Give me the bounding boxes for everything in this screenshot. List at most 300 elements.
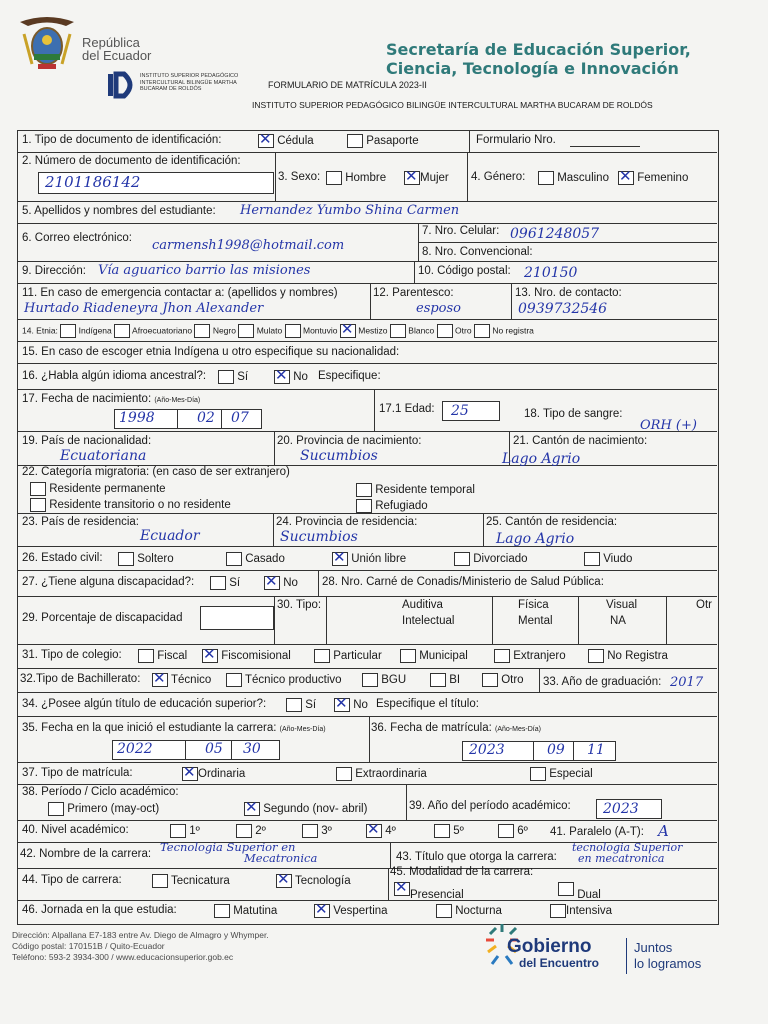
f3-hombre-text: Hombre: [345, 172, 387, 185]
f26-soltero-text: Soltero: [137, 553, 174, 566]
f5-label: 5. Apellidos y nombres del estudiante:: [22, 205, 216, 217]
f37-ord-checkbox[interactable]: [182, 767, 198, 781]
f16-label: 16. ¿Habla algún idioma ancestral?:: [22, 370, 207, 382]
f26-casado-checkbox[interactable]: [226, 552, 242, 566]
f46-label: 46. Jornada en la que estudia:: [22, 904, 177, 916]
f17-date-input[interactable]: [114, 409, 262, 429]
f31-part-checkbox[interactable]: [314, 649, 330, 663]
f26-soltero-option[interactable]: [118, 552, 174, 566]
f4-label: 4. Género:: [471, 171, 526, 183]
f34-label: 34. ¿Posee algún título de educación superior?:: [22, 698, 267, 710]
f44-label: 44. Tipo de carrera:: [22, 874, 122, 886]
f22-temp-checkbox[interactable]: [356, 483, 372, 497]
f46-vesp-checkbox[interactable]: [314, 904, 330, 918]
f40-3-option[interactable]: [302, 824, 332, 838]
f25-label: 25. Cantón de residencia:: [486, 516, 618, 528]
f38-primero-text: Primero (may-oct): [67, 803, 160, 816]
f30-na[interactable]: NA: [610, 615, 626, 627]
f24-value[interactable]: Sucumbios: [280, 529, 358, 545]
f34-no-checkbox[interactable]: [334, 698, 350, 712]
f31-noreg-text: No Registra: [607, 650, 668, 663]
f29-label: 29. Porcentaje de discapacidad: [22, 612, 183, 624]
f40-6-text: 6º: [517, 825, 528, 838]
f46-mat-text: Matutina: [233, 905, 278, 918]
f37-esp-checkbox[interactable]: [530, 767, 546, 781]
institute-small-name: [140, 73, 238, 93]
f44-tecnicatura-checkbox[interactable]: [152, 874, 168, 888]
f40-5-checkbox[interactable]: [434, 824, 450, 838]
f32-bi-option[interactable]: [430, 673, 460, 687]
f19-label: 19. País de nacionalidad:: [22, 435, 152, 447]
f41-label: 41. Paralelo (A-T):: [550, 826, 644, 838]
f40-label: 40. Nivel académico:: [22, 824, 129, 836]
f3-hombre-option[interactable]: [326, 171, 386, 185]
f38-primero-option[interactable]: [48, 802, 159, 816]
f40-5-option[interactable]: [434, 824, 464, 838]
f31-mun-text: Municipal: [419, 650, 468, 663]
footer-contact: [12, 930, 269, 963]
f4-femenino-text: Femenino: [637, 172, 689, 185]
f40-1-checkbox[interactable]: [170, 824, 186, 838]
f26-union-option[interactable]: [332, 552, 406, 566]
divider: [273, 513, 274, 546]
f1-pasaporte-text: Pasaporte: [366, 135, 419, 148]
footer-postal: Código postal: 170151B / Quito-Ecuador: [12, 941, 165, 951]
f15-label: 15. En caso de escoger etnia Indígena u otro especifique su nacionalidad:: [22, 346, 400, 358]
f32-otro-checkbox[interactable]: [482, 673, 498, 687]
f13-label: 13. Nro. de contacto:: [515, 287, 622, 299]
f4-masculino-option[interactable]: [538, 171, 609, 185]
f42-label: 42. Nombre de la carrera:: [20, 848, 152, 860]
form-title: FORMULARIO DE MATRÍCULA 2023-II: [268, 80, 427, 90]
f32-bgu-checkbox[interactable]: [362, 673, 378, 687]
f31-noreg-option[interactable]: [588, 649, 668, 663]
f34-no-option[interactable]: [334, 698, 368, 712]
f31-fiscal-checkbox[interactable]: [138, 649, 154, 663]
f32-tecprod-text: Técnico productivo: [245, 674, 342, 687]
f9-label: 9. Dirección:: [22, 265, 86, 277]
f43-value-line1: tecnologia Superior: [572, 841, 683, 854]
divider: [578, 596, 579, 644]
f26-casado-option[interactable]: [226, 552, 285, 566]
f31-fisco-checkbox[interactable]: [202, 649, 218, 663]
institute-logo: [106, 70, 138, 100]
f12-label: 12. Parentesco:: [373, 287, 454, 299]
f5-value[interactable]: Hernandez Yumbo Shina Carmen: [240, 203, 460, 218]
f30-auditiva[interactable]: Auditiva: [402, 599, 443, 611]
f7-value[interactable]: 0961248057: [510, 226, 600, 242]
gobierno-line1: Gobierno: [507, 936, 592, 957]
f36-date-input[interactable]: [462, 741, 616, 761]
f14-montuvio-checkbox[interactable]: [285, 324, 301, 338]
f32-otro-text: Otro: [501, 674, 524, 687]
f30-fisica[interactable]: Física: [518, 599, 549, 611]
f1-cedula-option[interactable]: [258, 134, 314, 148]
divider: [492, 596, 493, 644]
f1-label: 1. Tipo de documento de identificación:: [22, 134, 222, 146]
f21-value[interactable]: Lago Agrio: [502, 451, 581, 467]
f18-label: 18. Tipo de sangre:: [524, 408, 623, 420]
f7-label: 7. Nro. Celular:: [422, 225, 500, 237]
f10-label: 10. Código postal:: [418, 265, 511, 277]
f35-date-input[interactable]: [112, 740, 280, 760]
f27-si-text: Sí: [229, 577, 241, 590]
f1-pasaporte-option[interactable]: [347, 134, 419, 148]
divider: [533, 742, 534, 760]
f16-si-checkbox[interactable]: [218, 370, 234, 384]
f35-format: (Año-Mes-Día): [279, 726, 326, 733]
f31-noreg-checkbox[interactable]: [588, 649, 604, 663]
f32-label: 32.Tipo de Bachillerato:: [20, 673, 141, 685]
f45-label: 45. Modalidad de la carrera:: [390, 866, 534, 878]
f36-day: 11: [587, 742, 605, 758]
f14-mulato-text: Mulato: [256, 325, 283, 336]
f22-trans-option[interactable]: [30, 498, 231, 512]
divider: [388, 868, 389, 900]
f171-label: 17.1 Edad:: [379, 403, 435, 415]
divider: [390, 842, 391, 868]
f38-label: 38. Período / Ciclo académico:: [22, 786, 179, 798]
f44-tecnologia-text: Tecnología: [295, 875, 351, 888]
f32-tec-checkbox[interactable]: [152, 673, 168, 687]
f26-viudo-checkbox[interactable]: [584, 552, 600, 566]
f30-mental[interactable]: Mental: [518, 615, 553, 627]
f17-format: (Año-Mes-Día): [154, 397, 201, 404]
f40-3-checkbox[interactable]: [302, 824, 318, 838]
f22-label: 22. Categoría migratoria: (en caso de ser extranjero): [22, 466, 290, 478]
divider: [369, 716, 370, 762]
f34-especifique: Especifique el título:: [376, 698, 479, 710]
f1-pasaporte-checkbox[interactable]: [347, 134, 363, 148]
f4-femenino-checkbox[interactable]: [618, 171, 634, 185]
f44-tecnologia-option[interactable]: [276, 874, 351, 888]
f1-cedula-checkbox[interactable]: [258, 134, 274, 148]
f34-si-option[interactable]: [286, 698, 316, 712]
f37-ext-option[interactable]: [336, 767, 427, 781]
gobierno-logo-text: [507, 938, 599, 970]
f38-segundo-text: Segundo (nov- abril): [263, 803, 368, 816]
f22-ref-option[interactable]: [356, 499, 428, 513]
f17-day: 07: [231, 410, 249, 426]
f27-si-option[interactable]: [210, 576, 240, 590]
f45-dual-text: Dual: [577, 889, 601, 902]
divider: [573, 742, 574, 760]
divider: [275, 152, 276, 201]
f20-value[interactable]: Sucumbios: [300, 448, 378, 464]
f34-si-checkbox[interactable]: [286, 698, 302, 712]
divider: [666, 596, 667, 644]
f31-mun-option[interactable]: [400, 649, 468, 663]
f31-ext-text: Extranjero: [513, 650, 566, 663]
f40-6-option[interactable]: [498, 824, 528, 838]
divider: [483, 513, 484, 546]
f10-value[interactable]: 210150: [524, 265, 578, 281]
f14-noreg-text: No registra: [492, 325, 534, 336]
f42-value[interactable]: [160, 842, 317, 864]
f3-mujer-checkbox[interactable]: [404, 171, 420, 185]
f31-fiscal-text: Fiscal: [157, 650, 188, 663]
f9-value[interactable]: Vía aguarico barrio las misiones: [98, 263, 311, 278]
f14-blanco-checkbox[interactable]: [390, 324, 406, 338]
f16-especifique: Especifique:: [318, 370, 381, 382]
f14-afro-checkbox[interactable]: [114, 324, 130, 338]
f35-day: 30: [243, 741, 261, 757]
f2-value: 2101186142: [45, 173, 141, 191]
f40-4-checkbox[interactable]: [366, 824, 382, 838]
f32-bgu-text: BGU: [381, 674, 407, 687]
country-line1: República: [82, 35, 140, 50]
f6-value[interactable]: carmensh1998@hotmail.com: [152, 238, 345, 253]
f40-6-checkbox[interactable]: [498, 824, 514, 838]
ministry-title-line1: Secretaría de Educación Superior,: [386, 40, 691, 59]
f40-2-option[interactable]: [236, 824, 266, 838]
f3-label: 3. Sexo:: [278, 171, 321, 183]
f23-label: 23. País de residencia:: [22, 516, 139, 528]
divider: [274, 596, 275, 644]
inst-small-line1: INSTITUTO SUPERIOR PEDAGÓGICO: [140, 73, 239, 79]
footer-address: Dirección: Alpallana E7-183 entre Av. Diego de Almagro y Whymper.: [12, 930, 269, 940]
divider: [185, 741, 186, 759]
f31-mun-checkbox[interactable]: [400, 649, 416, 663]
f2-input[interactable]: [38, 172, 274, 194]
f31-label: 31. Tipo de colegio:: [22, 649, 122, 661]
f16-no-option[interactable]: [274, 370, 308, 384]
f27-si-checkbox[interactable]: [210, 576, 226, 590]
f31-part-text: Particular: [333, 650, 382, 663]
f22-perm-checkbox[interactable]: [30, 482, 46, 496]
divider: [318, 570, 319, 596]
divider: [418, 242, 717, 243]
f22-ref-checkbox[interactable]: [356, 499, 372, 513]
f40-4-text: 4º: [385, 825, 396, 838]
f26-div-checkbox[interactable]: [454, 552, 470, 566]
f14-otro-text: Otro: [455, 325, 472, 336]
f31-ext-option[interactable]: [494, 649, 566, 663]
f37-esp-option[interactable]: [530, 767, 593, 781]
f26-viudo-option[interactable]: [584, 552, 632, 566]
gobierno-line2: del Encuentro: [519, 956, 600, 970]
divider: [539, 668, 540, 692]
f27-no-checkbox[interactable]: [264, 576, 280, 590]
f22-temp-option[interactable]: [356, 483, 475, 497]
divider: [374, 389, 375, 431]
f35-month: 05: [205, 741, 223, 757]
f31-fisco-option[interactable]: [202, 649, 291, 663]
f40-3-text: 3º: [321, 825, 332, 838]
f14-label: 14. Etnia:: [22, 325, 58, 336]
divider: [469, 130, 470, 152]
f33-value[interactable]: 2017: [670, 675, 704, 690]
f13-value[interactable]: 0939732546: [518, 301, 608, 317]
f16-no-text: No: [293, 371, 308, 384]
f20-label: 20. Provincia de nacimiento:: [277, 435, 422, 447]
f30-label: 30. Tipo:: [277, 599, 322, 611]
f31-fiscal-option[interactable]: [138, 649, 187, 663]
f27-no-option[interactable]: [264, 576, 298, 590]
f30-otr[interactable]: Otr: [696, 599, 712, 611]
f32-bgu-option[interactable]: [362, 673, 406, 687]
f16-si-text: Sí: [237, 371, 249, 384]
f35-label-text: 35. Fecha en la que inició el estudiante la carrera:: [22, 722, 277, 734]
f6-label: 6. Correo electrónico:: [22, 232, 132, 244]
f32-bi-text: BI: [449, 674, 461, 687]
f27-label: 27. ¿Tiene alguna discapacidad?:: [22, 576, 195, 588]
f1-cedula-text: Cédula: [277, 135, 314, 148]
f39-input[interactable]: [596, 799, 662, 819]
f38-primero-checkbox[interactable]: [48, 802, 64, 816]
f37-label: 37. Tipo de matrícula:: [22, 767, 133, 779]
divider: [370, 283, 371, 319]
f16-no-checkbox[interactable]: [274, 370, 290, 384]
f14-noreg-checkbox[interactable]: [474, 324, 490, 338]
f22-perm-option[interactable]: [30, 482, 166, 496]
f14-indigena-checkbox[interactable]: [60, 324, 76, 338]
f37-ord-option[interactable]: [182, 767, 245, 781]
f31-part-option[interactable]: [314, 649, 382, 663]
f37-ext-checkbox[interactable]: [336, 767, 352, 781]
f14-ethnicity-options: [22, 324, 534, 338]
f38-segundo-checkbox[interactable]: [244, 802, 260, 816]
f25-value[interactable]: Lago Agrio: [496, 531, 575, 547]
f42-value-line1: Tecnologia Superior en: [160, 840, 296, 854]
f45-pres-checkbox[interactable]: [394, 882, 410, 896]
f32-otro-option[interactable]: [482, 673, 524, 687]
divider: [406, 784, 407, 820]
institute-name: INSTITUTO SUPERIOR PEDAGÓGICO BILINGÜE INTERCULTURAL MARTHA BUCARAM DE ROLDÓS: [252, 100, 653, 110]
f22-temp-text: Residente temporal: [375, 484, 475, 497]
f26-union-text: Unión libre: [351, 553, 407, 566]
divider: [221, 410, 222, 428]
f8-label: 8. Nro. Convencional:: [422, 246, 533, 258]
f28-label: 28. Nro. Carné de Conadis/Ministerio de Salud Pública:: [322, 576, 604, 588]
f26-union-checkbox[interactable]: [332, 552, 348, 566]
slogan: [634, 940, 701, 972]
f33-label: 33. Año de graduación:: [543, 676, 662, 688]
ministry-title-line2: Ciencia, Tecnología e Innovación: [386, 59, 679, 78]
f3-mujer-option[interactable]: [404, 171, 449, 185]
f44-tecnologia-checkbox[interactable]: [276, 874, 292, 888]
inst-small-line2: INTERCULTURAL BILINGÜE MARTHA: [140, 79, 237, 86]
f43-value[interactable]: [572, 842, 682, 864]
f45-pres-text: Presencial: [410, 889, 464, 902]
country-line2: del Ecuador: [82, 48, 152, 63]
divider: [467, 152, 468, 201]
divider: [414, 261, 415, 283]
f14-blanco-text: Blanco: [408, 325, 435, 336]
f46-int-option[interactable]: [550, 904, 612, 918]
row-44: [17, 868, 717, 901]
f45-dual-option[interactable]: [558, 882, 601, 902]
f26-div-option[interactable]: [454, 552, 528, 566]
f44-tecnicatura-option[interactable]: [152, 874, 230, 888]
f40-1-option[interactable]: [170, 824, 200, 838]
divider: [274, 431, 275, 465]
f39-label: 39. Año del período académico:: [409, 800, 571, 812]
f3-hombre-checkbox[interactable]: [326, 171, 342, 185]
f46-noc-option[interactable]: [436, 904, 502, 918]
f4-masculino-checkbox[interactable]: [538, 171, 554, 185]
f46-noc-checkbox[interactable]: [436, 904, 452, 918]
f40-2-text: 2º: [255, 825, 266, 838]
f14-negro-checkbox[interactable]: [194, 324, 210, 338]
f34-no-text: No: [353, 699, 368, 712]
f45-pres-option[interactable]: [394, 882, 464, 902]
f26-casado-text: Casado: [245, 553, 285, 566]
f14-negro-text: Negro: [212, 325, 236, 336]
f4-femenino-option[interactable]: [618, 171, 688, 185]
f46-vesp-text: Vespertina: [333, 905, 388, 918]
f171-input[interactable]: [442, 401, 500, 421]
f41-value[interactable]: A: [658, 822, 669, 840]
f32-tecprod-option[interactable]: [226, 673, 342, 687]
f21-label: 21. Cantón de nacimiento:: [513, 435, 648, 447]
f27-no-text: No: [283, 577, 298, 590]
f26-soltero-checkbox[interactable]: [118, 552, 134, 566]
f46-int-checkbox[interactable]: [550, 904, 566, 918]
divider: [626, 938, 627, 974]
f22-ref-text: Refugiado: [375, 500, 428, 513]
f37-ord-text: Ordinaria: [198, 768, 246, 781]
f11-value[interactable]: Hurtado Riadeneyra Jhon Alexander: [24, 301, 264, 316]
ministry-title: [386, 40, 691, 78]
f38-segundo-option[interactable]: [244, 802, 367, 816]
divider: [511, 283, 512, 319]
country-name: [82, 36, 151, 62]
f30-intelectual[interactable]: Intelectual: [402, 615, 455, 627]
f39-value: 2023: [603, 801, 639, 817]
divider: [231, 741, 232, 759]
f19-value[interactable]: Ecuatoriana: [60, 448, 147, 464]
slogan-line1: Juntos: [634, 940, 673, 955]
f14-afro-text: Afroecuatoriano: [132, 325, 193, 336]
f40-2-checkbox[interactable]: [236, 824, 252, 838]
f32-tec-option[interactable]: [152, 673, 211, 687]
f30-visual[interactable]: Visual: [606, 599, 638, 611]
f31-ext-checkbox[interactable]: [494, 649, 510, 663]
formulario-number-line[interactable]: [570, 146, 640, 147]
f26-div-text: Divorciado: [473, 553, 528, 566]
f23-value[interactable]: Ecuador: [140, 528, 200, 544]
f22-trans-checkbox[interactable]: [30, 498, 46, 512]
f14-mestizo-text: Mestizo: [358, 325, 388, 336]
f4-masculino-text: Masculino: [557, 172, 609, 185]
f14-otro-checkbox[interactable]: [437, 324, 453, 338]
f36-month: 09: [547, 742, 565, 758]
f17-label-text: 17. Fecha de nacimiento:: [22, 393, 152, 405]
f14-mestizo-checkbox[interactable]: [340, 324, 356, 338]
f18-value[interactable]: ORH (+): [640, 418, 697, 433]
f22-perm-text: Residente permanente: [49, 483, 166, 496]
f32-tecprod-checkbox[interactable]: [226, 673, 242, 687]
f32-bi-checkbox[interactable]: [430, 673, 446, 687]
f17-month: 02: [197, 410, 215, 426]
f40-4-option[interactable]: [366, 824, 396, 838]
f46-mat-option[interactable]: [214, 904, 277, 918]
f36-label-text: 36. Fecha de matrícula:: [371, 722, 492, 734]
f46-mat-checkbox[interactable]: [214, 904, 230, 918]
f35-year: 2022: [117, 741, 153, 757]
inst-small-line3: BUCARAM DE ROLDÓS: [140, 86, 202, 92]
f46-vesp-option[interactable]: [314, 904, 388, 918]
f40-5-text: 5º: [453, 825, 464, 838]
divider: [177, 410, 178, 428]
f45-dual-checkbox[interactable]: [558, 882, 574, 896]
f16-si-option[interactable]: [218, 370, 248, 384]
f29-input[interactable]: [200, 606, 274, 630]
f12-value[interactable]: esposo: [416, 301, 462, 316]
f14-mulato-checkbox[interactable]: [238, 324, 254, 338]
f24-label: 24. Provincia de residencia:: [276, 516, 418, 528]
